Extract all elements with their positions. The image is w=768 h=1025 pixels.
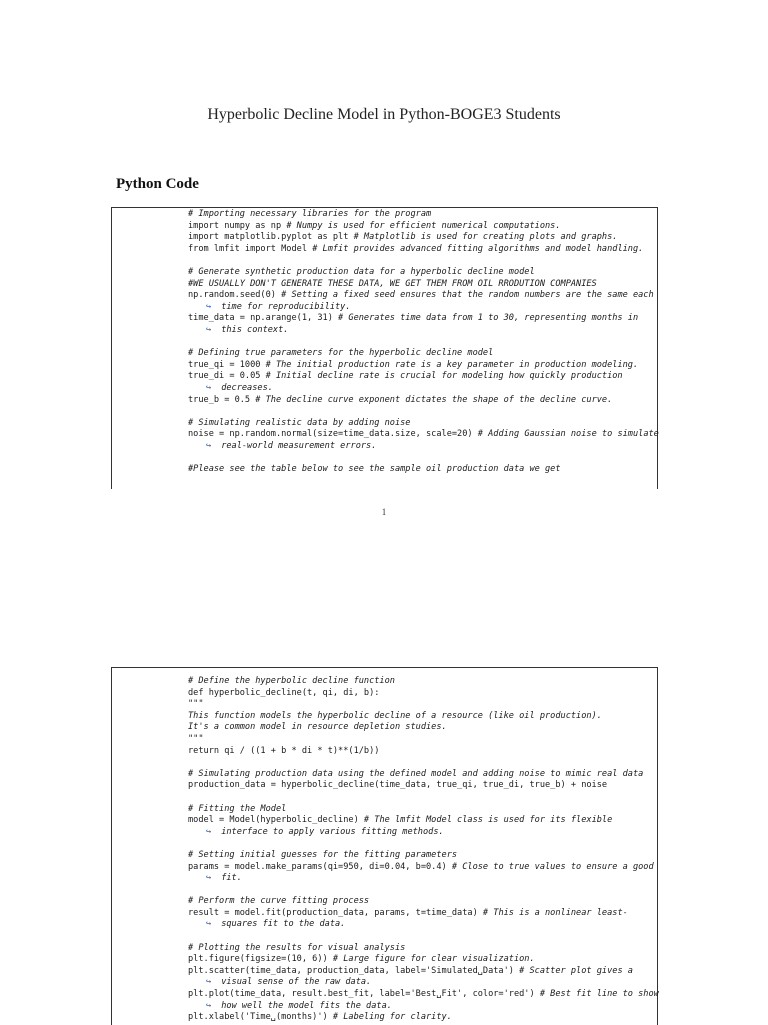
code-blank-line [188,406,658,418]
code-listing-page2 [188,676,658,1024]
code-line [188,221,658,233]
code-line [188,209,658,221]
code-comment: # Initial decline rate is crucial for modeling how quickly production [265,371,623,382]
code-comment: # Setting initial guesses for the fitting parameters [188,849,458,860]
code-blank-line [188,931,658,943]
code-comment: # This is a nonlinear least- [482,907,628,918]
code-line [188,676,658,688]
line-continuation-icon: ↪ [206,440,212,451]
section-heading: Python Code [116,176,199,192]
code-line [188,896,658,908]
line-continuation-icon: ↪ [206,977,212,988]
code-line [188,302,658,314]
code-text: plt.xlabel('Time␣(months)') [188,1012,333,1023]
code-blank-line [188,885,658,897]
code-line [188,371,658,383]
code-line [188,325,658,337]
code-line [188,313,658,325]
code-text: model = Model(hyperbolic_decline) [188,815,364,826]
code-text: plt.scatter(time_data, production_data, label='Simulated␣Data') [188,965,520,976]
code-comment: # Simulating production data using the defined model and adding noise to mimic real data [188,768,644,779]
code-comment: #Please see the table below to see the sample oil production data we get [188,464,561,475]
code-line [188,688,658,700]
code-line [188,348,658,360]
code-line [188,850,658,862]
code-text: """ [188,733,204,744]
code-comment: # The initial production rate is a key parameter in production modeling. [265,359,639,370]
code-text: params = model.make_params(qi=950, di=0.04, b=0.4) [188,861,452,872]
code-comment: # Matplotlib is used for creating plots and graphs. [353,232,618,243]
code-line [188,279,658,291]
code-comment: this context. [221,324,289,335]
code-comment: It's a common model in resource depletion studies. [188,722,447,733]
code-line [188,977,658,989]
code-line [188,989,658,1001]
line-continuation-icon: ↪ [206,301,212,312]
code-line [188,919,658,931]
code-text: import matplotlib.pyplot as plt [188,232,354,243]
line-continuation-icon: ↪ [206,1000,212,1011]
code-comment: # The lmfit Model class is used for its flexible [363,815,613,826]
code-line [188,429,658,441]
code-line [188,966,658,978]
code-line [188,383,658,395]
code-text: return qi / ((1 + b * di * t)**(1/b)) [188,745,380,756]
code-comment: how well the model fits the data. [221,1000,392,1011]
code-line [188,769,658,781]
code-blank-line [188,838,658,850]
code-text: production_data = hyperbolic_decline(time_data, true_qi, true_di, true_b) + noise [188,780,608,791]
code-line [188,827,658,839]
code-line [188,418,658,430]
code-line [188,267,658,279]
code-text: np.random.seed(0) [188,290,282,301]
code-line [188,734,658,746]
code-line [188,711,658,723]
code-comment: # Labeling for clarity. [332,1012,452,1023]
code-text: """ [188,699,204,710]
code-text: time_data = np.arange(1, 31) [188,313,339,324]
code-comment: # Scatter plot gives a [519,965,633,976]
code-text: true_qi = 1000 [188,359,266,370]
code-comment: # Define the hyperbolic decline function [188,676,395,686]
code-comment: # Close to true values to ensure a good [451,861,654,872]
code-text: def hyperbolic_decline(t, qi, di, b): [188,687,380,698]
code-line [188,862,658,874]
code-comment: # Importing necessary libraries for the program [188,209,432,219]
code-line [188,873,658,885]
code-text: noise = np.random.normal(size=time_data.size, scale=20) [188,429,478,440]
code-comment: # Lmfit provides advanced fitting algorithms and model handling. [312,243,644,254]
code-blank-line [188,757,658,769]
code-comment: time for reproducibility. [221,301,351,312]
code-line [188,1001,658,1013]
code-comment: visual sense of the raw data. [221,977,372,988]
code-line [188,395,658,407]
code-blank-line [188,452,658,464]
code-line [188,804,658,816]
code-listing-page1 [188,209,658,476]
line-continuation-icon: ↪ [206,873,212,884]
line-continuation-icon: ↪ [206,919,212,930]
code-line [188,943,658,955]
code-text: import numpy as np [188,220,287,231]
code-line [188,441,658,453]
line-continuation-icon: ↪ [206,382,212,393]
code-comment: # Simulating realistic data by adding noise [188,417,411,428]
code-comment: real-world measurement errors. [221,440,377,451]
code-comment: # Plotting the results for visual analysis [188,942,406,953]
code-line [188,954,658,966]
code-text: plt.figure(figsize=(10, 6)) [188,954,333,965]
code-blank-line [188,255,658,267]
line-continuation-icon: ↪ [206,324,212,335]
code-line [188,722,658,734]
code-comment: # Large figure for clear visualization. [332,954,535,965]
code-line [188,908,658,920]
code-comment: # Perform the curve fitting process [188,896,370,907]
code-line [188,780,658,792]
code-comment: decreases. [221,382,273,393]
code-comment: This function models the hyperbolic decline of a resource (like oil production). [188,710,602,721]
code-comment: # Best fit line to show [539,989,659,1000]
code-comment: interface to apply various fitting methods. [221,826,444,837]
code-blank-line [188,792,658,804]
code-text: true_b = 0.5 [188,394,256,405]
code-comment: # Setting a fixed seed ensures that the random numbers are the same each [281,290,654,301]
code-line [188,1012,658,1024]
code-comment: # Generates time data from 1 to 30, representing months in [338,313,639,324]
page-number: 1 [381,507,387,517]
code-comment: # Defining true parameters for the hyperbolic decline model [188,348,494,359]
line-continuation-icon: ↪ [206,826,212,837]
code-blank-line [188,337,658,349]
code-comment: # Numpy is used for efficient numerical computations. [286,220,561,231]
code-comment: # Adding Gaussian noise to simulate [477,429,659,440]
code-comment: # Generate synthetic production data for a hyperbolic decline model [188,266,535,277]
code-line [188,360,658,372]
code-line [188,464,658,476]
code-line [188,290,658,302]
code-line [188,232,658,244]
code-comment: squares fit to the data. [221,919,346,930]
code-comment: # The decline curve exponent dictates the shape of the decline curve. [255,394,613,405]
code-line [188,815,658,827]
code-line [188,746,658,758]
code-line [188,244,658,256]
code-text: result = model.fit(production_data, params, t=time_data) [188,907,483,918]
code-text: from lmfit import Model [188,243,313,254]
document-title: Hyperbolic Decline Model in Python-BOGE3 Students [207,106,561,123]
code-comment: fit. [221,873,242,884]
code-text: true_di = 0.05 [188,371,266,382]
code-comment: #WE USUALLY DON'T GENERATE THESE DATA, WE GET THEM FROM OIL RRODUTION COMPANIES [188,278,597,289]
code-line [188,699,658,711]
code-text: plt.plot(time_data, result.best_fit, label='Best␣Fit', color='red') [188,989,540,1000]
code-comment: # Fitting the Model [188,803,287,814]
